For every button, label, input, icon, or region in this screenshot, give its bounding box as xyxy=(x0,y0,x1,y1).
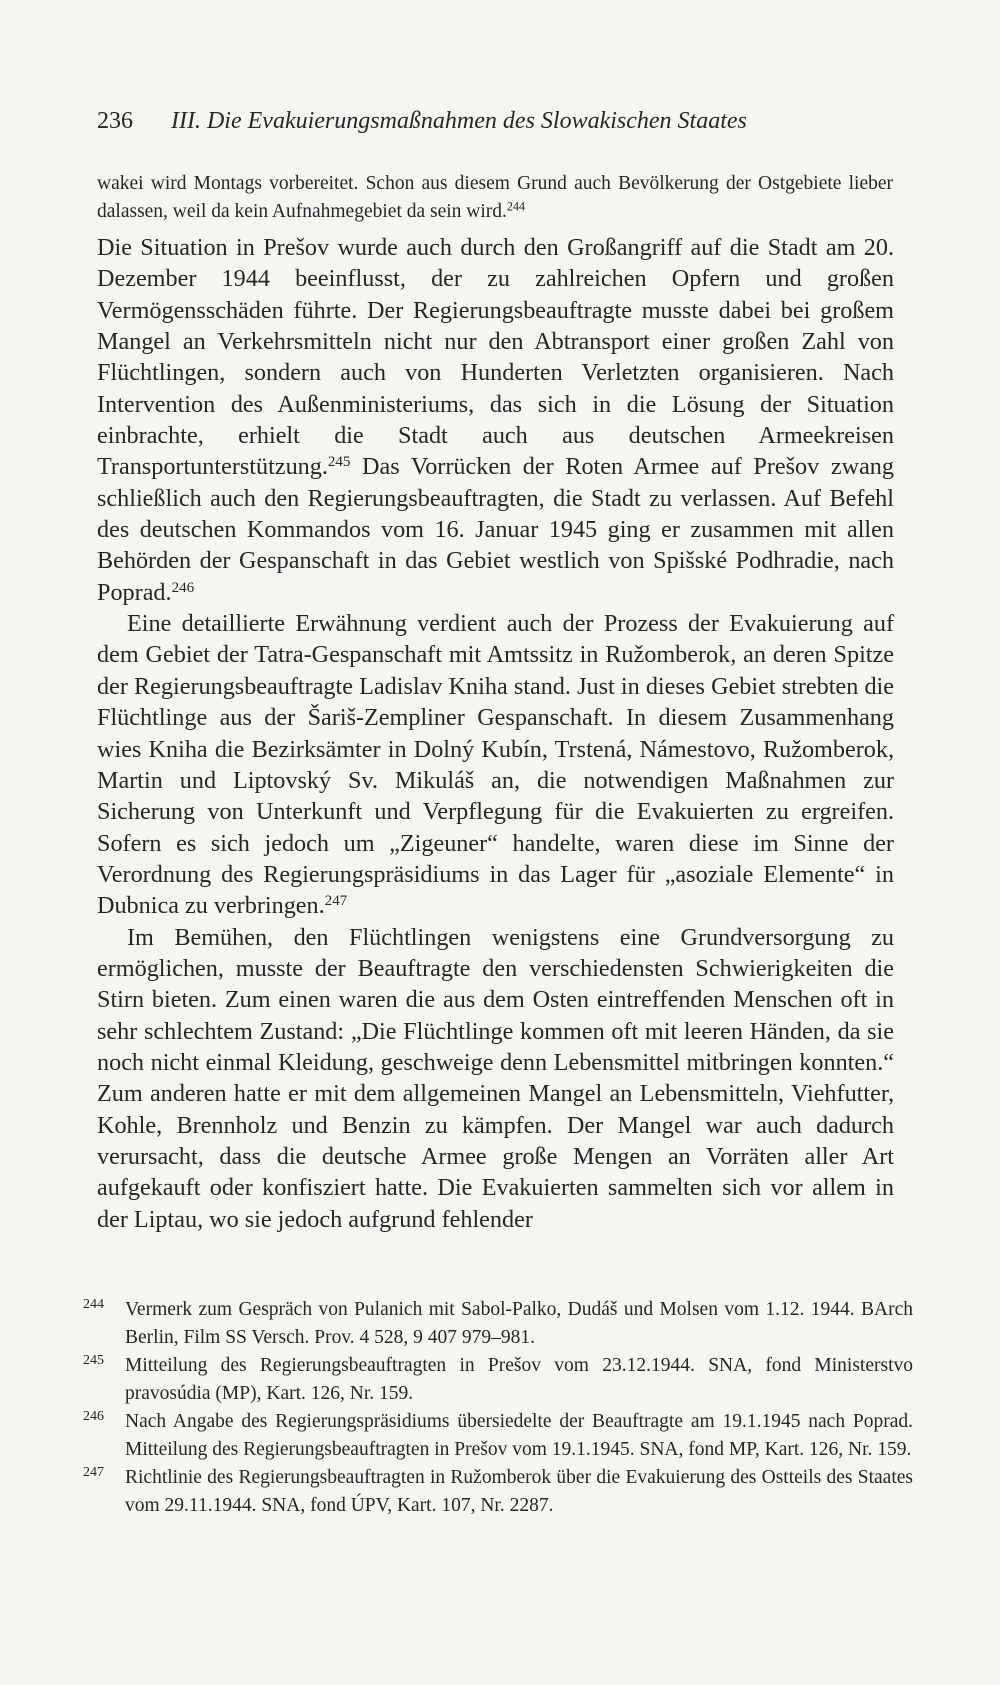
paragraph-text: Das Vorrücken der Roten Armee auf Prešov zwang schließlich auch den Regierungsbeauftragten, die Stadt zu verlassen. Auf Befehl des deutschen Kommandos vom 16. Januar 1945 ging er zusammen mit allen Behörden der Gespanschaft in das Gebiet westlich von Spišské Podhradie, nach Poprad. xyxy=(97,453,894,606)
footnote-number: 245 xyxy=(83,1353,104,1368)
paragraph-text: Im Bemühen, den Flüchtlingen wenigstens eine Grundversorgung zu ermöglichen, musste der Beauftragte den verschiedensten Schwierigkeiten die Stirn bieten. Zum einen waren die aus dem Osten eintreffenden Menschen oft in sehr schlechtem Zustand: „Die Flüchtlinge kommen oft mit leeren Händen, da sie noch nicht einmal Kleidung, geschweige denn Lebensmittel mitbringen konnten.“ Zum anderen hatte er mit dem allgemeinen Mangel an Lebensmitteln, Viehfutter, Kohle, Brennholz und Benzin zu kämpfen. Der Mangel war auch dadurch verursacht, dass die deutsche Armee große Mengen an Vorräten aller Art aufgekauft oder konfisziert hatte. Die Evakuierten sammelten sich vor allem in der Liptau, wo sie jedoch aufgrund fehlender xyxy=(97,923,894,1233)
footnote-text: Richtlinie des Regierungsbeauftragten in Ružomberok über die Evakuierung des Ostteils des Staates vom 29.11.1944. SNA, fond ÚPV, Kart. 107, Nr. 2287. xyxy=(125,1467,913,1516)
footnote-number: 246 xyxy=(83,1409,104,1424)
paragraph-text: Die Situation in Prešov wurde auch durch den Großangriff auf die Stadt am 20. Dezember 1944 beeinflusst, der zu zahlreichen Opfern und großen Vermögensschäden führte. Der Regierungsbeauftragte musste dabei bei großem Mangel an Verkehrsmitteln nicht nur den Abtransport einer großen Zahl von Flüchtlingen, sondern auch von Hunderten Verletzten organisieren. Nach Intervention des Außenministeriums, das sich in die Lösung der Situation einbrachte, erhielt die Stadt auch aus deutschen Armeekreisen Transportunterstützung. xyxy=(97,234,894,481)
paragraph xyxy=(97,922,894,1235)
footnote-number: 247 xyxy=(83,1465,104,1480)
footnote xyxy=(83,1464,913,1520)
footnote xyxy=(83,1352,913,1408)
footnote-number: 244 xyxy=(83,1297,104,1312)
footnote-ref: 246 xyxy=(171,579,195,596)
footnote-text: Nach Angabe des Regierungspräsidiums übersiedelte der Beauftragte am 19.1.1945 nach Poprad. Mitteilung des Regierungsbeauftragten in Prešov vom 19.1.1945. SNA, fond MP, Kart. 126, Nr. 159. xyxy=(125,1411,913,1460)
paragraph xyxy=(97,608,894,921)
footnote xyxy=(83,1408,913,1464)
block-quote xyxy=(97,170,893,226)
chapter-title: III. Die Evakuierungsmaßnahmen des Slowakischen Staates xyxy=(171,108,747,134)
footnotes xyxy=(83,1296,913,1520)
footnote xyxy=(83,1296,913,1352)
running-head xyxy=(97,104,907,138)
footnote-ref: 244 xyxy=(506,199,526,214)
quote-text: wakei wird Montags vorbereitet. Schon aus diesem Grund auch Bevölkerung der Ostgebiete lieber dalassen, weil da kein Aufnahmegebiet da sein wird. xyxy=(97,173,893,222)
footnote-text: Mitteilung des Regierungsbeauftragten in Prešov vom 23.12.1944. SNA, fond Ministerstvo pravosúdia (MP), Kart. 126, Nr. 159. xyxy=(125,1355,913,1404)
body-text xyxy=(97,232,894,1235)
page-number: 236 xyxy=(97,108,133,134)
footnote-ref: 245 xyxy=(327,454,351,471)
paragraph-text: Eine detaillierte Erwähnung verdient auch der Prozess der Evakuierung auf dem Gebiet der Tatra-Gespanschaft mit Amtssitz in Ružomberok, an deren Spitze der Regierungsbeauftragte Ladislav Kniha stand. Just in dieses Gebiet strebten die Flüchtlinge aus der Šariš-Zempliner Gespanschaft. In diesem Zusammenhang wies Kniha die Bezirksämter in Dolný Kubín, Trstená, Námestovo, Ružomberok, Martin und Liptovský Sv. Mikuláš an, die notwendigen Maßnahmen zur Sicherung von Unterkunft und Verpflegung für die Evakuierten zu ergreifen. Sofern es sich jedoch um „Zigeuner“ handelte, waren diese im Sinne der Verordnung des Regierungspräsidiums in das Lager für „asoziale Elemente“ in Dubnica zu verbringen. xyxy=(97,610,894,920)
footnote-ref: 247 xyxy=(324,892,348,909)
footnote-text: Vermerk zum Gespräch von Pulanich mit Sabol-Palko, Dudáš und Molsen vom 1.12. 1944. BArch Berlin, Film SS Versch. Prov. 4 528, 9 407 979–981. xyxy=(125,1299,913,1348)
paragraph xyxy=(97,232,894,608)
